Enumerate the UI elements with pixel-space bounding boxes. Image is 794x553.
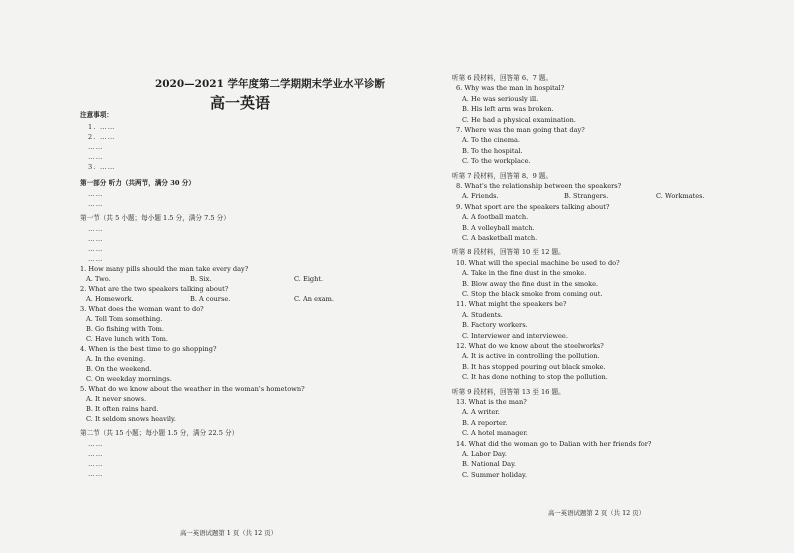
option-c: C. It has done nothing to stop the pollution.	[462, 373, 608, 382]
section1-intro-line: ……	[88, 245, 104, 253]
option-a: A. It never snows.	[86, 395, 147, 403]
section2-intro-line: ……	[88, 440, 104, 448]
exam-title: 2020—2021 学年度第二学期期末学业水平诊断	[154, 78, 386, 90]
option-c: C. Summer holiday.	[462, 470, 527, 479]
question-stem: 10. What will the special machine be used to do?	[456, 258, 620, 267]
option-a: A. Friends.	[462, 192, 499, 201]
option-b: B. A reporter.	[462, 418, 508, 427]
notice-line: ……	[88, 153, 104, 161]
question-stem: 12. What do we know about the steelworks?	[456, 342, 604, 350]
option-a: A. Students.	[462, 310, 503, 319]
page-footer-right: 高一英语试题第 2 页（共 12 页）	[548, 509, 646, 517]
option-b: B. On the weekend.	[86, 365, 152, 373]
notice-line: 3. ……	[88, 163, 116, 171]
option-c: C. Have lunch with Tom.	[86, 335, 168, 343]
option-b: B. Blow away the fine dust in the smoke.	[462, 279, 599, 288]
subject-title: 高一英语	[210, 94, 271, 112]
question-stem: 14. What did the woman go to Dalian with her friends for?	[456, 439, 652, 448]
option-b: B. A volleyball match.	[462, 223, 535, 232]
option-b: B. Six.	[190, 275, 212, 283]
option-b: B. Factory workers.	[462, 321, 528, 330]
option-c: C. To the workplace.	[462, 157, 531, 166]
option-c: C. An exam.	[294, 295, 335, 303]
section1-title: 第一节（共 5 小题；每小题 1.5 分，满分 7.5 分）	[80, 214, 230, 222]
page-footer-left: 高一英语试题第 1 页（共 12 页）	[180, 529, 278, 537]
option-a: A. In the evening.	[86, 355, 146, 363]
listening-group-heading: 听第 8 段材料，回答第 10 至 12 题。	[452, 248, 565, 257]
part1-title: 第一部分 听力（共两节，满分 30 分）	[80, 179, 195, 187]
option-a: A. Labor Day.	[462, 450, 507, 458]
option-a: A. Two.	[86, 275, 111, 283]
part1-intro-line: ……	[88, 200, 104, 208]
section2-intro-line: ……	[88, 460, 104, 468]
option-b: B. National Day.	[462, 460, 517, 469]
section1-intro-line: ……	[88, 235, 104, 243]
notice-line: 1. ……	[88, 123, 116, 131]
option-c: C. Workmates.	[656, 192, 705, 201]
part1-intro-line: ……	[88, 190, 104, 198]
option-a: A. Take in the fine dust in the smoke.	[462, 269, 587, 278]
option-b: B. Go fishing with Tom.	[86, 325, 165, 333]
option-b: B. To the hospital.	[462, 146, 523, 155]
section1-intro-line: ……	[88, 225, 104, 233]
section2-intro-line: ……	[88, 450, 104, 458]
option-c: C. Interviewer and interviewee.	[462, 331, 568, 340]
option-a: A. Homework.	[86, 295, 134, 303]
question-stem: 8. What's the relationship between the speakers?	[456, 182, 622, 190]
notice-line: 2. ……	[88, 133, 116, 141]
question-stem: 3. What does the woman want to do?	[80, 305, 204, 313]
option-b: B. It often rains hard.	[86, 405, 159, 413]
option-a: A. A writer.	[462, 408, 500, 417]
question-stem: 2. What are the two speakers talking about?	[80, 285, 229, 293]
option-c: C. Stop the black smoke from coming out.	[462, 290, 603, 298]
question-stem: 9. What sport are the speakers talking about?	[456, 202, 610, 211]
option-b: B. A course.	[190, 295, 231, 303]
question-stem: 7. Where was the man going that day?	[456, 126, 585, 134]
option-c: C. On weekday mornings.	[86, 375, 172, 383]
option-a: A. It is active in controlling the pollution.	[462, 352, 600, 361]
listening-group-heading: 听第 7 段材料，回答第 8、9 题。	[452, 171, 553, 180]
question-stem: 1. How many pills should the man take every day?	[80, 265, 249, 273]
option-a: A. A football match.	[462, 213, 529, 222]
question-stem: 11. What might the speakers be?	[456, 300, 567, 309]
option-a: A. To the cinema.	[462, 136, 521, 145]
question-stem: 13. What is the man?	[456, 398, 527, 406]
notice-line: ……	[88, 143, 104, 151]
option-c: C. A hotel manager.	[462, 429, 528, 438]
option-c: C. A basketball match.	[462, 234, 538, 242]
option-a: A. He was seriously ill.	[462, 94, 539, 103]
question-stem: 5. What do we know about the weather in the woman's hometown?	[80, 385, 305, 393]
question-stem: 6. Why was the man in hospital?	[456, 84, 565, 93]
option-c: C. It seldom snows heavily.	[86, 415, 176, 423]
section1-intro-line: ……	[88, 255, 104, 263]
option-b: B. It has stopped pouring out black smoke.	[462, 362, 606, 371]
option-a: A. Tell Tom something.	[86, 315, 163, 323]
notice-title: 注意事项：	[80, 111, 113, 119]
listening-group-heading: 听第 9 段材料，回答第 13 至 16 题。	[452, 387, 565, 396]
question-stem: 4. When is the best time to go shopping?	[80, 345, 217, 353]
listening-group-heading: 听第 6 段材料，回答第 6、7 题。	[452, 74, 553, 82]
option-b: B. Strangers.	[564, 192, 609, 201]
option-c: C. He had a physical examination.	[462, 115, 576, 124]
option-c: C. Eight.	[294, 275, 324, 283]
section2-title: 第二节（共 15 小题；每小题 1.5 分，满分 22.5 分）	[80, 429, 239, 437]
option-b: B. His left arm was broken.	[462, 105, 554, 114]
section2-intro-line: ……	[88, 470, 104, 478]
